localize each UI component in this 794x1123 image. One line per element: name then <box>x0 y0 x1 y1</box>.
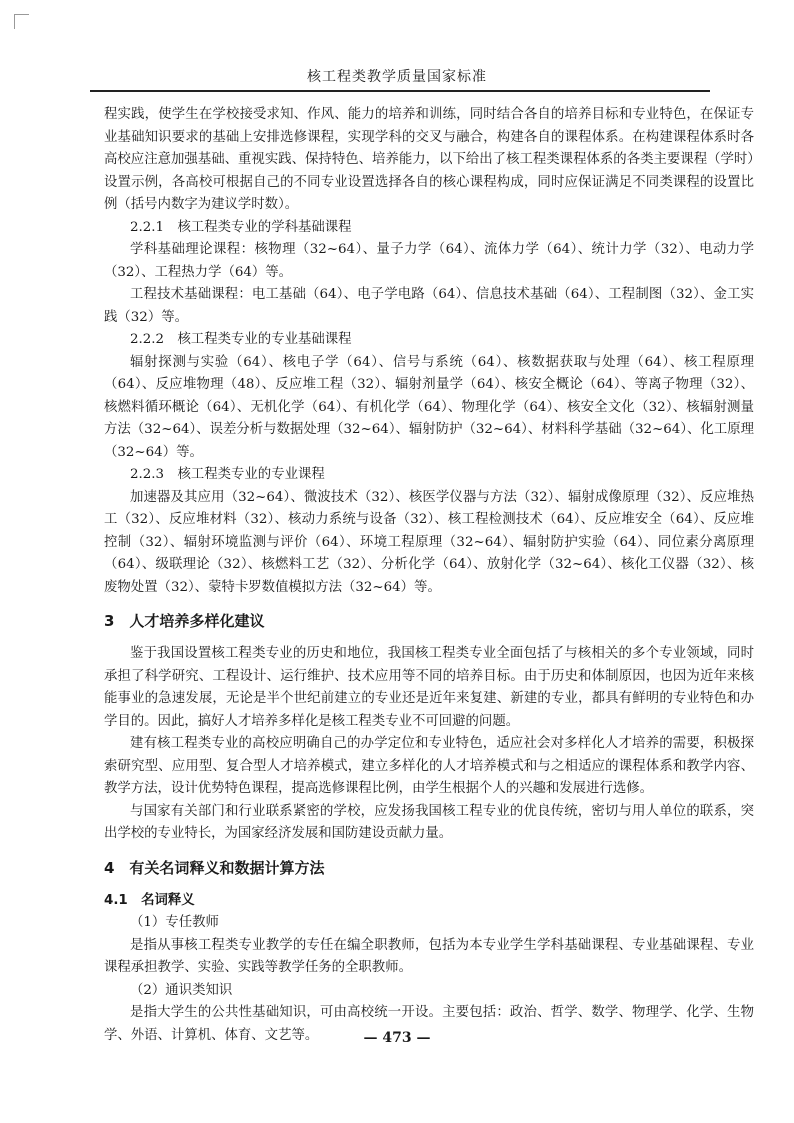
subsection-heading: 4.1 名词释义 <box>104 892 195 908</box>
subsection-heading: 2.2.1 核工程类专业的学科基础课程 <box>130 219 352 235</box>
paragraph: 学科基础理论课程：核物理（32~64）、量子力学（64）、流体力学（64）、统计力学（32）、电动力学（32）、工程热力学（64）等。 <box>104 242 754 280</box>
scan-corner-mark <box>14 14 29 29</box>
term-title: （2）通识类知识 <box>130 982 233 998</box>
section-heading: 3 人才培养多样化建议 <box>104 612 265 630</box>
paragraph: 与国家有关部门和行业联系紧密的学校，应发扬我国核工程专业的优良传统，密切与用人单位的联系，突出学校的专业特长，为国家经济发展和国防建设贡献力量。 <box>104 803 754 841</box>
paragraph: 是指从事核工程类专业教学的专任在编全职教师，包括为本专业学生学科基础课程、专业基础课程、专业课程承担教学、实验、实践等教学任务的全职教师。 <box>104 937 754 975</box>
subsection-heading: 2.2.2 核工程类专业的专业基础课程 <box>130 332 352 347</box>
paragraph: 鉴于我国设置核工程类专业的历史和地位，我国核工程类专业全面包括了与核相关的多个专业领域，同时承担了科学研究、工程设计、运行维护、技术应用等不同的培养目标。由于历史和体制原因，也因为近年来核能事业的急速发展，无论是半个世纪前建立的专业还是近年来复建、新建的专业，都具有鲜明的专业特色和办学目的。因此，搞好人才培养多样化是核工程类专业不可回避的问题。 <box>104 646 754 729</box>
section-heading: 4 有关名词释义和数据计算方法 <box>104 858 325 877</box>
subsection-heading: 2.2.3 核工程类专业的专业课程 <box>130 467 325 482</box>
header-rule <box>90 90 710 92</box>
paragraph: 加速器及其应用（32~64）、微波技术（32）、核医学仪器与方法（32）、辐射成像原理（32）、反应堆热工（32）、反应堆材料（32）、核动力系统与设备（32）、核工程检测技术（64）、反应堆安全（64）、反应堆控制（32）、辐射环境监测与评价（64）、环境工程原理（32~64）、辐射防护实验（64）、同位素分离原理（64）、级联理论（32）、核燃料工艺（32）、分析化学（64）、放射化学（32~64）、核化工仪器（32）、核废物处置（32）、蒙特卡罗数值模拟方法（32~64）等。 <box>104 489 754 595</box>
body-text <box>104 104 754 1047</box>
page-number: — 473 — <box>363 1030 431 1046</box>
paragraph: 程实践，使学生在学校接受求知、作风、能力的培养和训练，同时结合各自的培养目标和专业特色，在保证专业基础知识要求的基础上安排选修课程，实现学科的交叉与融合，构建各自的课程体系。在构建课程体系时各高校应注意加强基础、重视实践、保持特色、培养能力，以下给出了核工程类课程体系的各类主要课程（学时）设置示例，各高校可根据自己的不同专业设置选择各自的核心课程构成，同时应保证满足不同类课程的设置比例（括号内数字为建议学时数）。 <box>104 107 754 212</box>
paragraph: 是指大学生的公共性基础知识，可由高校统一开设。主要包括：政治、哲学、数学、物理学、化学、生物学、外语、计算机、体育、文艺等。 <box>104 1005 754 1043</box>
running-header: 核工程类教学质量国家标准 <box>307 69 487 85</box>
paragraph: 辐射探测与实验（64）、核电子学（64）、信号与系统（64）、核数据获取与处理（64）、核工程原理（64）、反应堆物理（48）、反应堆工程（32）、辐射剂量学（64）、核安全概论（64）、等离子物理（32）、核燃料循环概论（64）、无机化学（64）、有机化学（64）、物理化学（64）、核安全文化（32）、核辐射测量方法（32~64）、误差分析与数据处理（32~64）、辐射防护（32~64）、材料科学基础（32~64）、化工原理（32~64）等。 <box>104 354 754 460</box>
term-title: （1）专任教师 <box>130 915 219 930</box>
paragraph: 建有核工程类专业的高校应明确自己的办学定位和专业特色，适应社会对多样化人才培养的需要，积极探索研究型、应用型、复合型人才培养模式，建立多样化的人才培养模式和与之相适应的课程体系和教学内容、教学方法，设计优势特色课程，提高选修课程比例，由学生根据个人的兴趣和发展进行选修。 <box>104 736 754 796</box>
paragraph: 工程技术基础课程：电工基础（64）、电子学电路（64）、信息技术基础（64）、工程制图（32）、金工实践（32）等。 <box>104 287 754 325</box>
